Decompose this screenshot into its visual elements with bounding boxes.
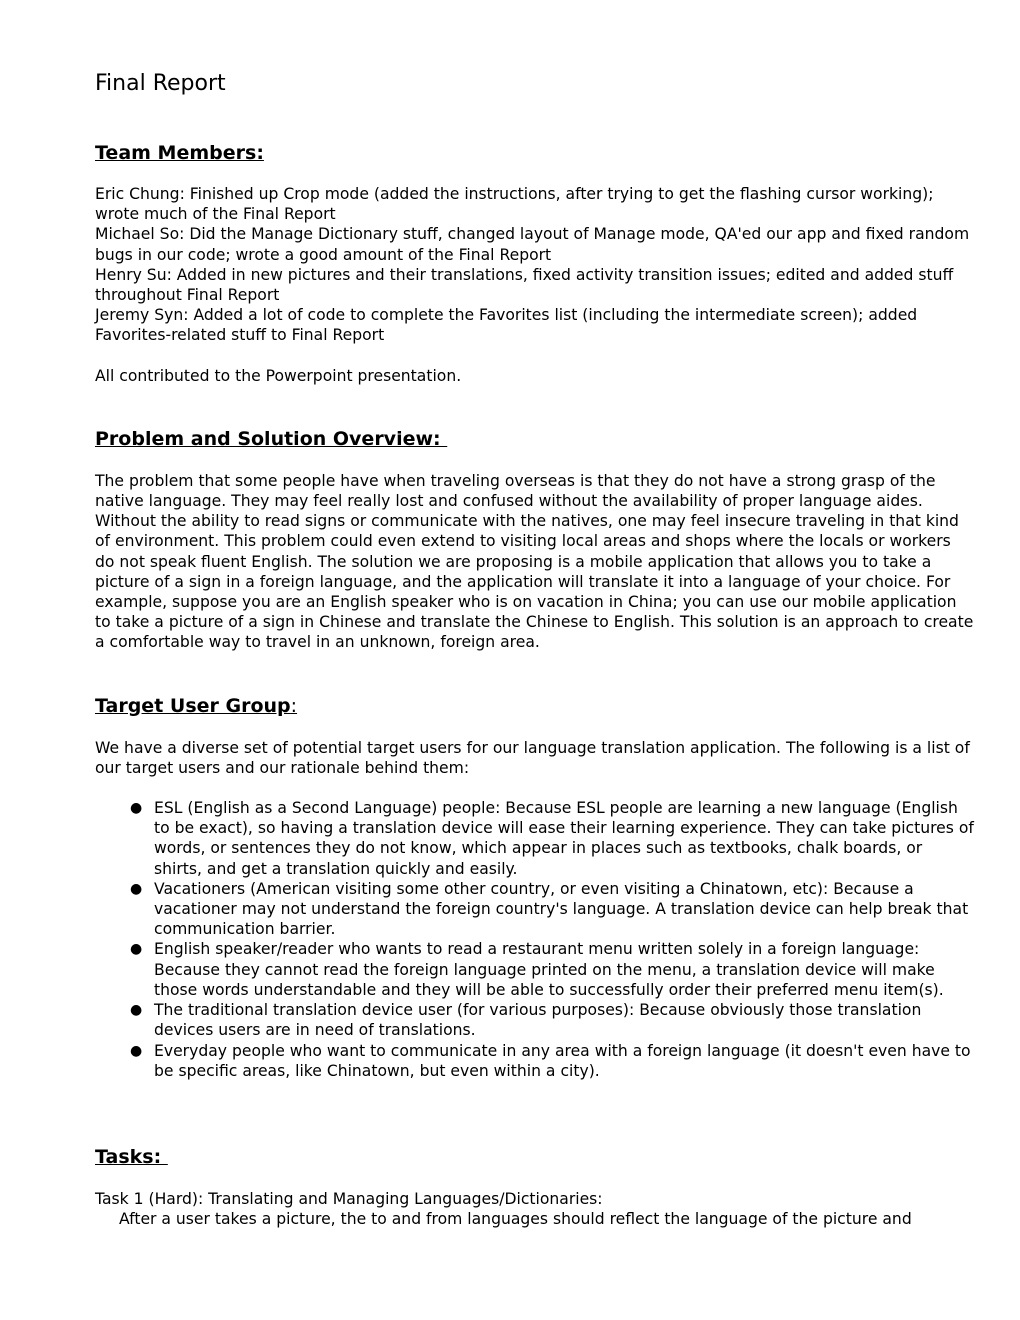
bullet-icon: ● xyxy=(130,1042,143,1059)
bullet-icon: ● xyxy=(130,1002,143,1019)
list-item xyxy=(130,1000,975,1040)
team-member-jeremy: Jeremy Syn: Added a lot of code to complete the Favorites list (including the intermediate screen); added Favorites-related stuff to Final Report xyxy=(95,306,918,345)
problem-solution-heading: Problem and Solution Overview: xyxy=(95,427,448,450)
target-user-intro: We have a diverse set of potential target users for our language translation application. The following is a list of our target users and our rationale behind them: xyxy=(95,738,970,777)
document-page xyxy=(95,70,975,1229)
target-user-group-heading xyxy=(95,694,975,718)
tasks-heading: Tasks: xyxy=(95,1145,168,1168)
list-item-text: ESL (English as a Second Language) people: Because ESL people are learning a new language (English to be exact), so having a translation device will ease their learning experience. They can take pictures of words, or sentences they do not know, which appear in places such as textbooks, chalk boards, or shirts, and get a translation quickly and easily. xyxy=(154,799,974,878)
list-item-text: Vacationers (American visiting some other country, or even visiting a Chinatown, etc): Because a vacationer may not understand the foreign country's language. A translation device can help break that communication barrier. xyxy=(154,879,969,939)
list-item xyxy=(130,1041,975,1081)
bullet-icon: ● xyxy=(130,941,143,958)
problem-solution-body: The problem that some people have when traveling overseas is that they do not have a strong grasp of the native language. They may feel really lost and confused without the availability of proper language aides. Without the ability to read signs or communicate with the natives, one may feel insecure traveling in that kind of environment. This problem could even extend to visiting local areas and shops where the locals or workers do not speak fluent English. The solution we are proposing is a mobile application that allows you to take a picture of a sign in a foreign language, and the application will translate it into a language of your choice. For example, suppose you are an English speaker who is on vacation in China; you can use our mobile application to take a picture of a sign in Chinese and translate the Chinese to English. This solution is an approach to create a comfortable way to travel in an unknown, foreign area. xyxy=(95,471,974,652)
team-contribution-note: All contributed to the Powerpoint presentation. xyxy=(95,366,462,385)
document-title: Final Report xyxy=(95,71,226,96)
list-item-text: English speaker/reader who wants to read a restaurant menu written solely in a foreign language: Because they cannot read the foreign language printed on the menu, a translation device will make those words understandable and they will be able to successfully order their preferred menu item(s). xyxy=(154,940,944,999)
list-item xyxy=(130,879,975,940)
team-member-michael: Michael So: Did the Manage Dictionary stuff, changed layout of Manage mode, QA'ed our app and fixed random bugs in our code; wrote a good amount of the Final Report xyxy=(95,225,970,264)
team-members-list xyxy=(95,184,975,346)
target-user-list xyxy=(95,798,975,1081)
list-item-text: The traditional translation device user (for various purposes): Because obviously those translation devices users are in need of translations. xyxy=(154,1001,922,1040)
list-item xyxy=(130,939,975,1000)
target-user-group-colon: : xyxy=(290,694,298,717)
team-member-eric: Eric Chung: Finished up Crop mode (added the instructions, after trying to get the flashing cursor working); wrote much of the Final Report xyxy=(95,185,934,224)
bullet-icon: ● xyxy=(130,800,143,817)
team-members-heading: Team Members: xyxy=(95,142,264,164)
list-item xyxy=(130,798,975,879)
target-user-group-title: Target User Group xyxy=(95,694,291,717)
task-1-title: Task 1 (Hard): Translating and Managing Languages/Dictionaries: xyxy=(95,1189,603,1208)
list-item-text: Everyday people who want to communicate in any area with a foreign language (it doesn't even have to be specific areas, like Chinatown, but even within a city). xyxy=(154,1041,971,1080)
task-1-body: After a user takes a picture, the to and from languages should reflect the language of the picture and xyxy=(119,1210,912,1229)
bullet-icon: ● xyxy=(130,880,143,897)
team-member-henry: Henry Su: Added in new pictures and their translations, fixed activity transition issues; edited and added stuff throughout Final Report xyxy=(95,265,954,305)
